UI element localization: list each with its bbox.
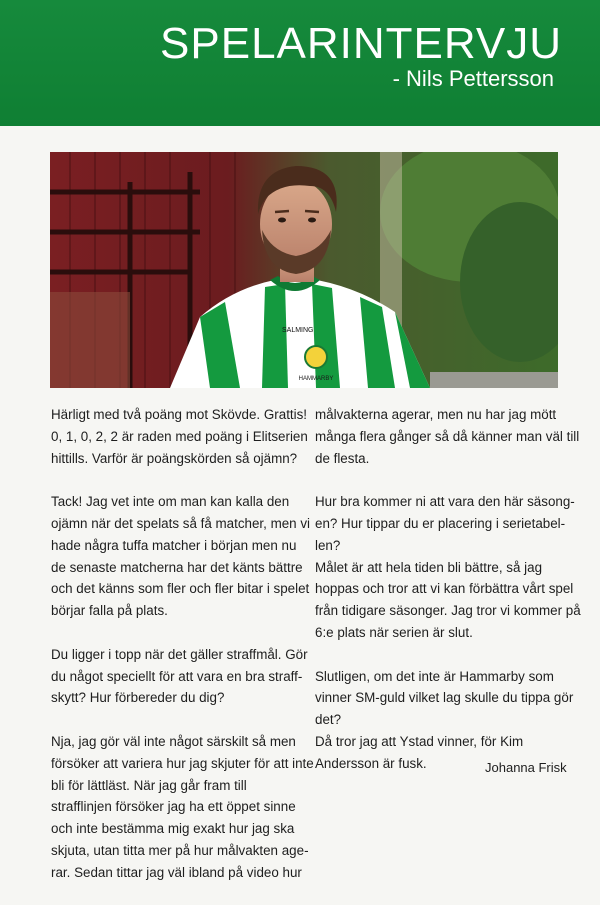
article-line: från tidigare säsonger. Jag tror vi kommer på: [315, 603, 581, 619]
article-line: hoppas och tror att vi kan förbättra vårt spel: [315, 581, 574, 597]
page-subtitle: - Nils Pettersson: [392, 66, 554, 91]
article-line: de senaste matcherna har det känts bättre: [51, 559, 303, 575]
article-line: börjar falla på plats.: [51, 603, 168, 619]
header-banner: [0, 0, 600, 126]
article-line: skjuta, utan titta mer på hur målvakten age-: [51, 842, 309, 858]
article-line: de flesta.: [315, 450, 370, 466]
article-line: Då tror jag att Ystad vinner, för Kim: [315, 733, 524, 749]
article-paragraph: [51, 644, 308, 709]
badge-text: HAMMARBY: [298, 376, 334, 382]
article-line: vinner SM-guld vilket lag skulle du tippa gör: [315, 690, 574, 706]
article-line: bli för lättläst. När jag går fram till: [51, 777, 247, 793]
article-line: Andersson är fusk.: [315, 755, 427, 771]
article-line: len?: [315, 537, 341, 553]
article-line: Härligt med två poäng mot Skövde. Grattis!: [51, 407, 308, 422]
player-photo: [50, 152, 558, 388]
article-line: Nja, jag gör väl inte något särskilt så men: [51, 733, 296, 749]
article-paragraph: [315, 666, 574, 775]
article-line: målvakterna agerar, men nu har jag mött: [315, 407, 557, 422]
article-line: och inte bestämma mig exakt hur jag ska: [51, 821, 295, 837]
article-line: 6:e plats när serien är slut.: [315, 624, 473, 640]
article-paragraph: [51, 731, 314, 884]
article-right-column: [315, 404, 581, 796]
article-paragraph: [51, 404, 308, 469]
article-paragraph: [51, 491, 311, 622]
author-signature: Johanna Frisk: [485, 760, 567, 775]
article-line: strafflinjen försöker jag ha ett öppet sinne: [51, 799, 296, 815]
article-line: Målet är att hela tiden bli bättre, så jag: [315, 559, 543, 575]
article-line: Slutligen, om det inte är Hammarby som: [315, 668, 554, 684]
article-line: Hur bra kommer ni att vara den här säsong-: [315, 494, 575, 510]
article-line: en? Hur tippar du er placering i serietabel-: [315, 515, 566, 531]
article-line: Tack! Jag vet inte om man kan kalla den: [51, 494, 290, 510]
article-line: många flera gånger så då känner man väl till: [315, 428, 580, 444]
article-line: 0, 1, 0, 2, 2 är raden med poäng i Elitserien: [51, 428, 308, 444]
article-paragraph: [315, 491, 581, 644]
sponsor-text: SALMING: [282, 327, 314, 334]
article-line: hittills. Varför är poängskörden så ojämn?: [51, 450, 298, 466]
article-line: Du ligger i topp när det gäller straffmål. Gör: [51, 646, 308, 662]
article-line: du något speciellt för att vara en bra straff-: [51, 668, 303, 684]
article-line: och det känns som fler och fler bitar i spelet: [51, 581, 310, 597]
article-left-column: [51, 404, 314, 905]
article-line: försöker att variera hur jag skjuter för att inte: [51, 755, 314, 771]
article-line: det?: [315, 712, 342, 728]
article-line: ojämn när det spelats så få matcher, men vi: [51, 515, 311, 531]
article-line: hade några tuffa matcher i början men nu: [51, 537, 297, 553]
article-paragraph: [315, 404, 580, 469]
article-line: rar. Sedan tittar jag väl ibland på video hur: [51, 864, 302, 880]
article-line: skytt? Hur förbereder du dig?: [51, 690, 225, 706]
page-title: SPELARINTERVJU: [160, 19, 562, 68]
